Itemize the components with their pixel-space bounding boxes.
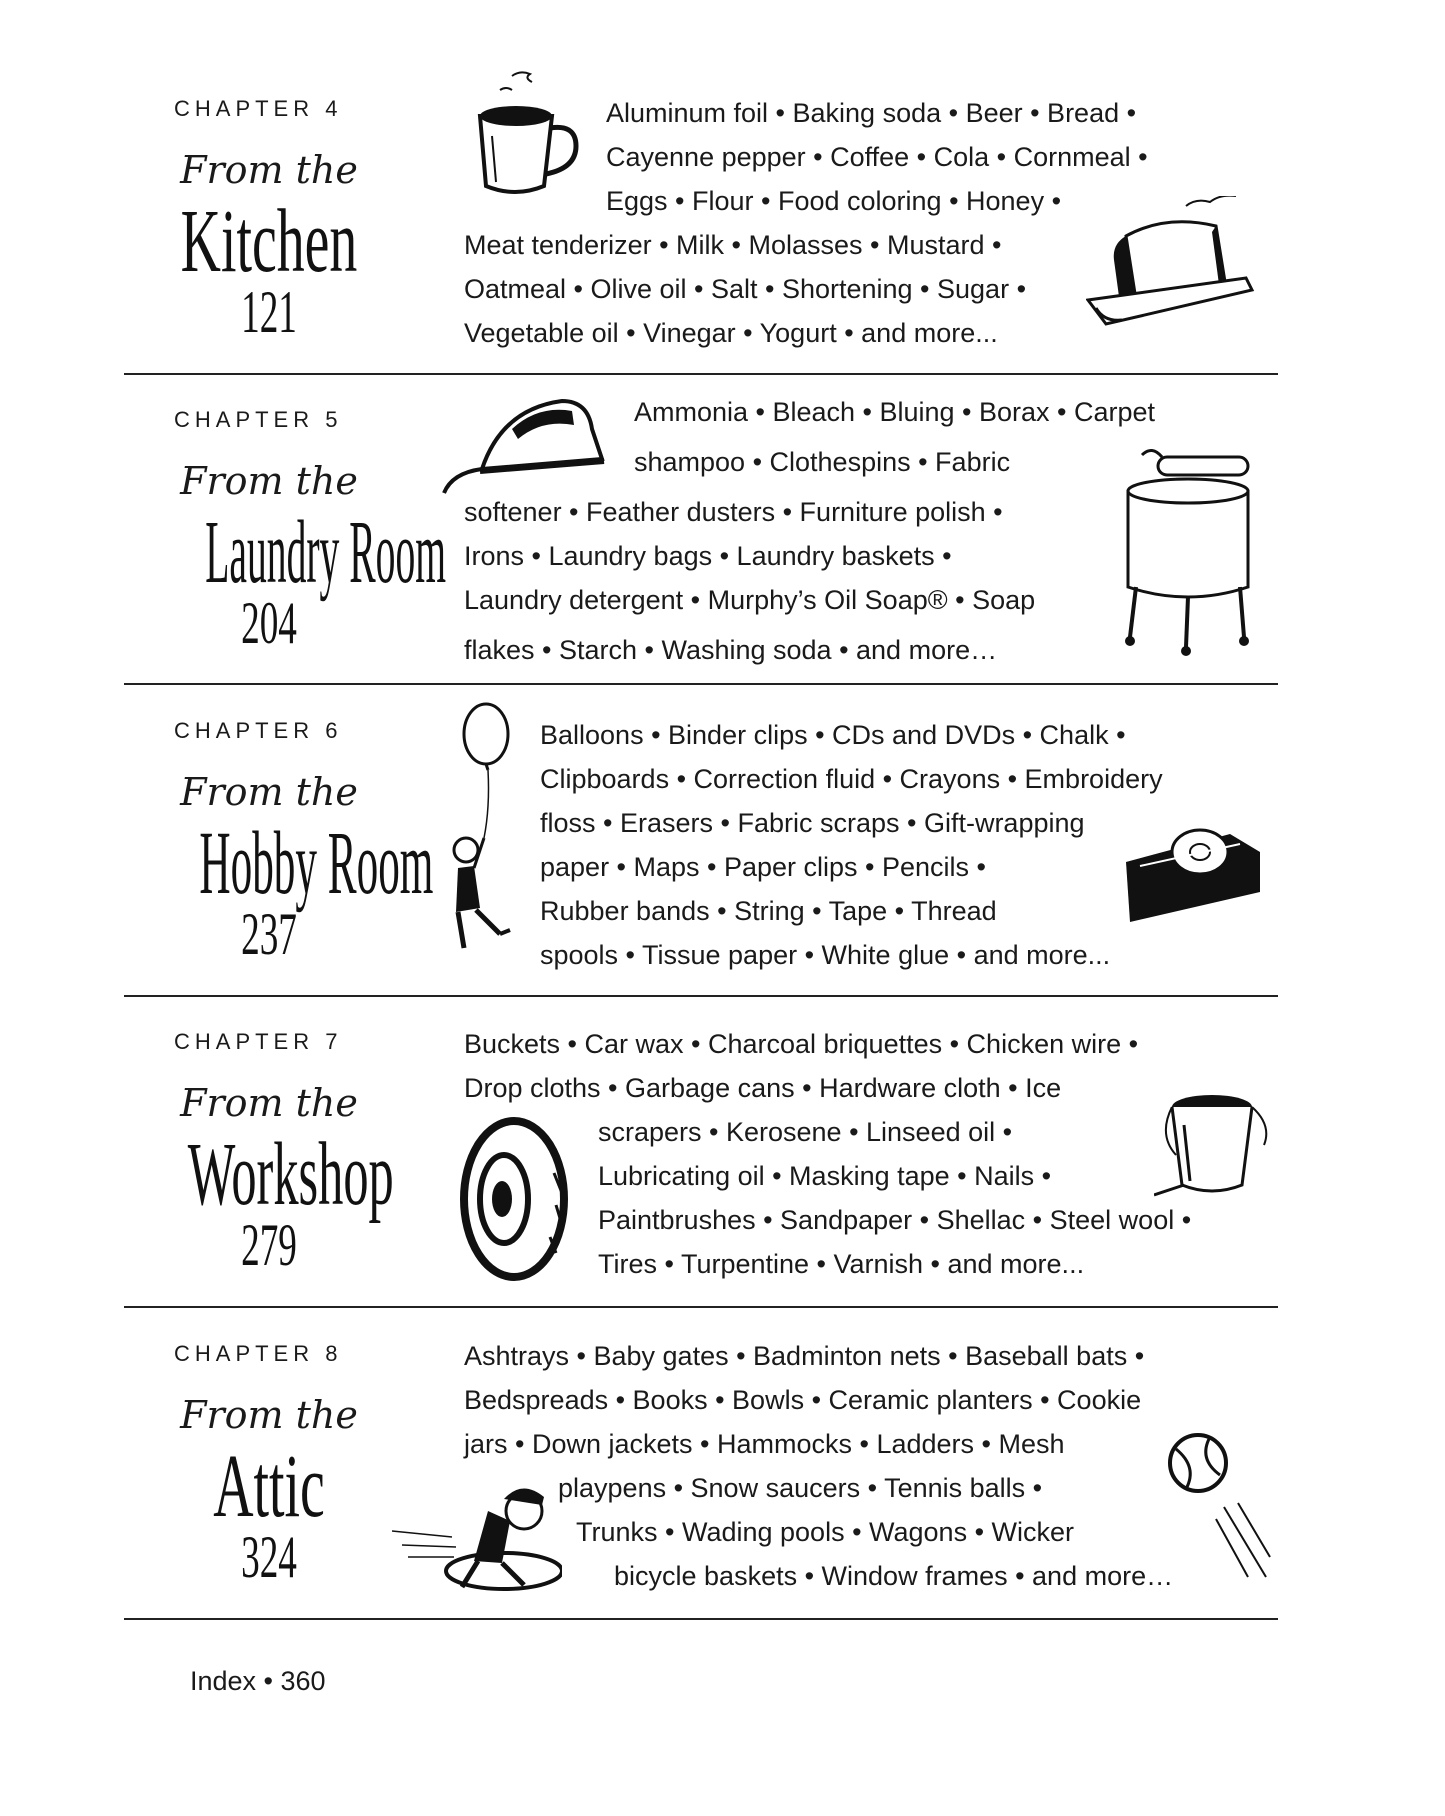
from-the-script: From the [180,148,358,192]
item-line: paper • Maps • Paper clips • Pencils • [540,852,987,882]
item-line: Tires • Turpentine • Varnish • and more... [598,1249,1085,1279]
item-line: Drop cloths • Garbage cans • Hardware cloth • Ice [464,1073,1062,1103]
from-the-script: From the [180,1393,358,1437]
chapter-7-entry [124,1025,1278,1336]
chapter-page-number: 121 [241,279,297,345]
bucket-icon [1154,1085,1274,1205]
item-line: spools • Tissue paper • White glue • and more... [540,940,1111,970]
chapter-page-number: 324 [241,1524,297,1590]
chapter-4-entry [124,92,1278,403]
item-line: Buckets • Car wax • Charcoal briquettes • Chicken wire • [464,1029,1139,1059]
item-line: Laundry detergent • Murphy’s Oil Soap® • Soap [464,585,1036,615]
item-line: bicycle baskets • Window frames • and more… [614,1561,1174,1591]
coffee-mug-icon [460,66,590,206]
item-line: Eggs • Flour • Food coloring • Honey • [606,186,1062,216]
boy-with-balloon-icon [444,698,544,968]
bread-loaf-icon [1086,196,1266,336]
index-reference: Index • 360 [190,1666,326,1696]
item-line: Rubber bands • String • Tape • Thread [540,896,997,926]
tennis-ball-icon [1162,1427,1272,1587]
item-line: Vegetable oil • Vinegar • Yogurt • and more... [464,318,998,348]
chapter-title: Hobby Room [199,814,434,913]
item-line: Lubricating oil • Masking tape • Nails • [598,1161,1052,1191]
child-on-snow-saucer-icon [392,1471,562,1601]
item-line: softener • Feather dusters • Furniture polish • [464,497,1003,527]
item-line: Bedspreads • Books • Bowls • Ceramic planters • Cookie [464,1385,1142,1415]
item-line: Aluminum foil • Baking soda • Beer • Bread • [606,98,1137,128]
chapter-title: Kitchen [180,192,358,291]
wringer-washer-icon [1112,447,1262,667]
chapter-title: Laundry Room [205,503,447,602]
chapter-label: CHAPTER 8 [174,1341,343,1366]
chapter-label: CHAPTER 5 [174,407,343,432]
divider [124,373,1278,375]
item-line: flakes • Starch • Washing soda • and more… [464,635,998,665]
chapter-label: CHAPTER 7 [174,1029,343,1054]
clothes-iron-icon [442,389,612,499]
chapter-6-entry [124,714,1278,1025]
item-line: Paintbrushes • Sandpaper • Shellac • Steel wool • [598,1205,1192,1235]
tape-dispenser-icon [1120,822,1270,932]
item-line: shampoo • Clothespins • Fabric [634,447,1011,477]
item-line: Irons • Laundry bags • Laundry baskets • [464,541,952,571]
from-the-script: From the [180,459,358,503]
item-line: Ammonia • Bleach • Bluing • Borax • Carpet [634,397,1156,427]
item-line: Meat tenderizer • Milk • Molasses • Mustard • [464,230,1002,260]
tire-icon [458,1113,578,1283]
chapter-page-number: 204 [241,590,297,656]
item-line: Ashtrays • Baby gates • Badminton nets • Baseball bats • [464,1341,1145,1371]
item-line: Clipboards • Correction fluid • Crayons • Embroidery [540,764,1163,794]
item-line: jars • Down jackets • Hammocks • Ladders • Mesh [464,1429,1065,1459]
from-the-script: From the [180,770,358,814]
chapter-5-entry [124,397,1278,714]
item-line: Oatmeal • Olive oil • Salt • Shortening • Sugar • [464,274,1027,304]
chapter-label: CHAPTER 4 [174,96,343,121]
chapter-label: CHAPTER 6 [174,718,343,743]
item-line: scrapers • Kerosene • Linseed oil • [598,1117,1013,1147]
item-line: Trunks • Wading pools • Wagons • Wicker [576,1517,1075,1547]
item-line: Cayenne pepper • Coffee • Cola • Cornmeal • [606,142,1148,172]
divider [124,1306,1278,1308]
divider [124,1618,1278,1620]
chapter-8-entry [124,1337,1278,1648]
from-the-script: From the [180,1081,358,1125]
divider [124,995,1278,997]
item-line: floss • Erasers • Fabric scraps • Gift-wrapping [540,808,1085,838]
chapter-title: Workshop [187,1125,394,1224]
chapter-page-number: 237 [241,901,297,967]
chapter-page-number: 279 [241,1212,297,1278]
item-line: Balloons • Binder clips • CDs and DVDs • Chalk • [540,720,1126,750]
item-line: playpens • Snow saucers • Tennis balls • [558,1473,1043,1503]
chapter-title: Attic [213,1437,325,1536]
divider [124,683,1278,685]
